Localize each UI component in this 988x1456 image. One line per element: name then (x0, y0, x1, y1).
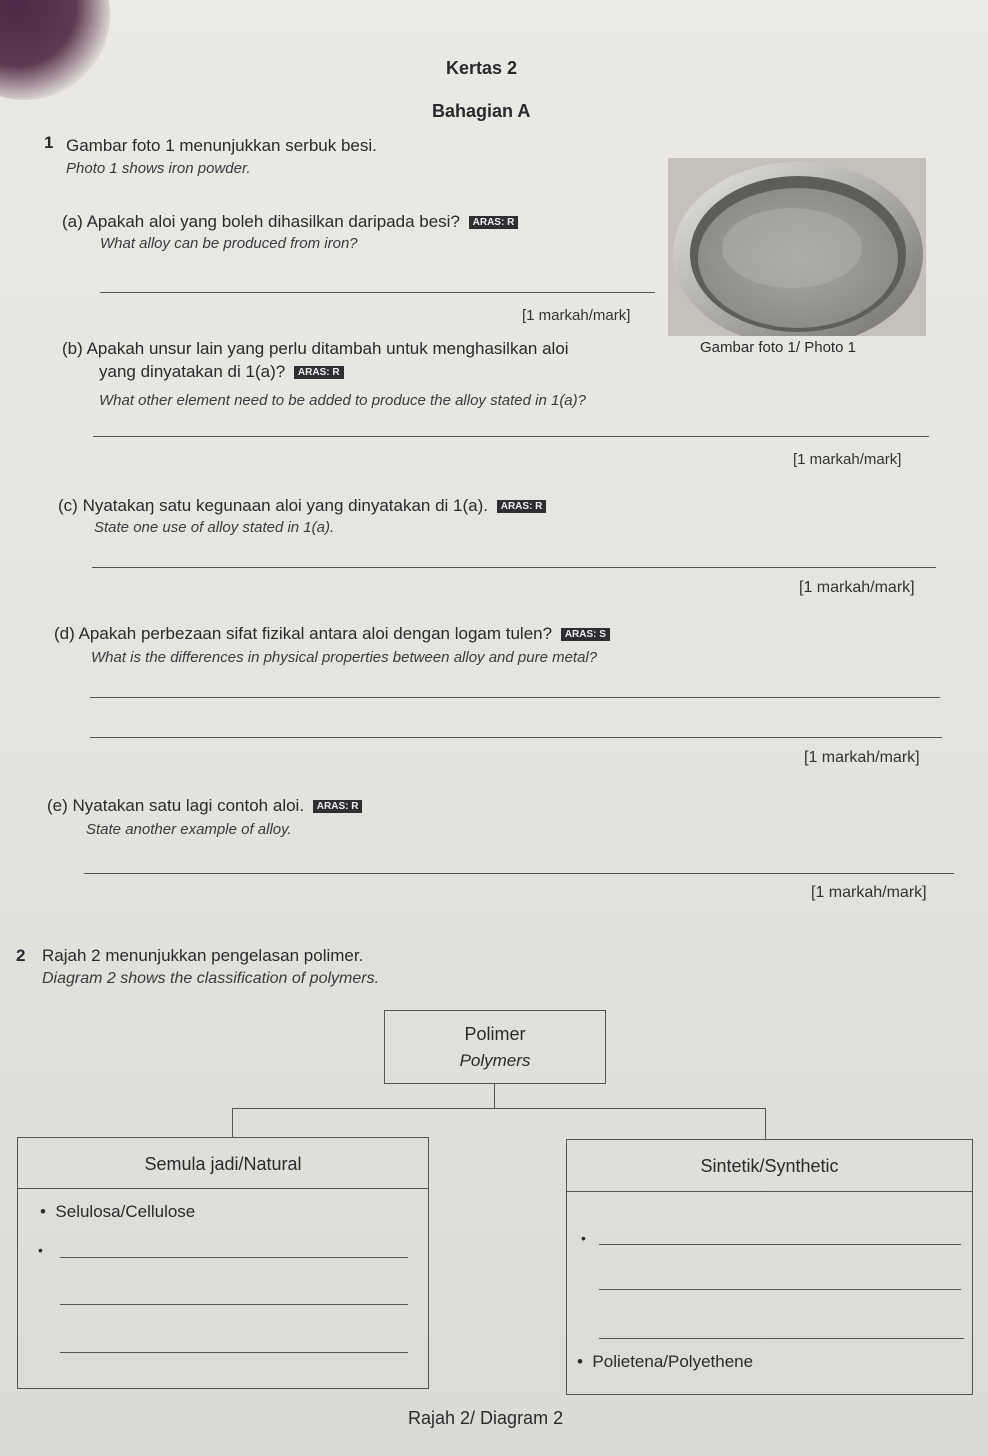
q1c-text-ms: Nyatakaŋ satu kegunaan aloi yang dinyatakan di 1(a). (82, 496, 488, 515)
tree-connector-root (494, 1084, 495, 1108)
q1b-label: (b) (62, 339, 83, 358)
tree-connector-horizontal (232, 1108, 765, 1109)
synthetic-title: Sintetik/Synthetic (700, 1156, 839, 1176)
q1d-question (54, 624, 610, 644)
iron-powder-photo (668, 158, 926, 336)
q1e-label: (e) (47, 796, 68, 815)
q1-intro-ms: Gambar foto 1 menunjukkan serbuk besi. (66, 136, 377, 155)
q1e-question (47, 796, 362, 816)
q1b-question-line2 (99, 362, 344, 382)
synthetic-bullet: • (581, 1230, 586, 1246)
q1b-mark: [1 markah/mark] (793, 451, 902, 468)
natural-item-cellulose: • Selulosa/Cellulose (40, 1202, 196, 1221)
synthetic-answer-line-3[interactable] (599, 1338, 964, 1339)
q1b-text-en: What other element need to be added to produce the alloy stated in 1(a)? (99, 392, 586, 409)
q1c-text-en: State one use of alloy stated in 1(a). (94, 519, 335, 536)
q1d-text-en: What is the differences in physical properties between alloy and pure metal? (91, 649, 598, 666)
q1d-label: (d) (54, 624, 75, 643)
q1c-label: (c) (58, 496, 78, 515)
q1e-answer-line[interactable] (84, 873, 954, 874)
natural-item-cellulose-text: Selulosa/Cellulose (55, 1202, 196, 1221)
q1a-text-en: What alloy can be produced from iron? (100, 235, 358, 252)
q2-intro-ms: Rajah 2 menunjukkan pengelasan polimer. (42, 946, 364, 965)
q1d-answer-line-2[interactable] (90, 737, 942, 738)
synthetic-item-polyethene: • Polietena/Polyethene (577, 1352, 754, 1371)
natural-bullet: • (38, 1242, 43, 1258)
q1a-answer-line[interactable] (100, 292, 655, 293)
natural-polymers-box (17, 1137, 429, 1389)
q1e-text-en: State another example of alloy. (86, 821, 292, 838)
q1c-question (58, 496, 546, 516)
q1d-mark: [1 markah/mark] (804, 749, 920, 766)
q1b-text-ms-2: yang dinyatakan di 1(a)? (99, 362, 286, 381)
q1a-aras-badge: ARAS: R (469, 216, 519, 229)
q1a-mark: [1 markah/mark] (522, 307, 631, 324)
natural-title-divider (18, 1188, 428, 1189)
q1c-answer-line[interactable] (92, 567, 936, 568)
q1b-aras-badge: ARAS: R (294, 366, 344, 379)
synthetic-polymers-box (566, 1139, 973, 1395)
diagram-caption: Rajah 2/ Diagram 2 (408, 1408, 564, 1428)
q2-intro-en: Diagram 2 shows the classification of polymers. (42, 970, 380, 987)
polymers-root-ms: Polimer (464, 1024, 526, 1044)
photo-caption: Gambar foto 1/ Photo 1 (700, 339, 856, 356)
q1a-question (62, 212, 518, 232)
q1d-aras-badge: ARAS: S (561, 628, 610, 641)
q2-number: 2 (16, 946, 26, 965)
q1a-text-ms: Apakah aloi yang boleh dihasilkan daripada besi? (86, 212, 460, 231)
natural-answer-line-3[interactable] (60, 1352, 408, 1353)
iron-powder-jar-image (668, 158, 926, 336)
q1c-mark: [1 markah/mark] (799, 579, 915, 596)
natural-answer-line-1[interactable] (60, 1257, 408, 1258)
q1e-mark: [1 markah/mark] (811, 884, 927, 901)
q1a-label: (a) (62, 212, 83, 231)
synthetic-item-polyethene-text: Polietena/Polyethene (592, 1352, 754, 1371)
q1d-text-ms: Apakah perbezaan sifat fizikal antara aloi dengan logam tulen? (78, 624, 553, 643)
q1b-text-ms: Apakah unsur lain yang perlu ditambah untuk menghasilkan aloi (86, 339, 569, 358)
natural-answer-line-2[interactable] (60, 1304, 408, 1305)
synthetic-answer-line-1[interactable] (599, 1244, 961, 1245)
corner-shadow (0, 0, 110, 100)
q1c-aras-badge: ARAS: R (497, 500, 547, 513)
paper-title: Kertas 2 (446, 58, 518, 78)
q1-intro-en: Photo 1 shows iron powder. (66, 160, 251, 177)
q1e-aras-badge: ARAS: R (313, 800, 363, 813)
synthetic-answer-line-2[interactable] (599, 1289, 961, 1290)
natural-title: Semula jadi/Natural (144, 1154, 302, 1174)
tree-connector-right (765, 1108, 766, 1140)
q1-number: 1 (44, 133, 54, 152)
q1e-text-ms: Nyatakan satu lagi contoh aloi. (72, 796, 305, 815)
q1d-answer-line-1[interactable] (90, 697, 940, 698)
tree-connector-left (232, 1108, 233, 1138)
polymers-root-en: Polymers (459, 1051, 531, 1070)
polymers-root-box (384, 1010, 606, 1084)
q1b-question (62, 339, 569, 359)
q1b-answer-line[interactable] (93, 436, 929, 437)
synthetic-title-divider (567, 1191, 972, 1192)
section-title: Bahagian A (432, 101, 531, 121)
